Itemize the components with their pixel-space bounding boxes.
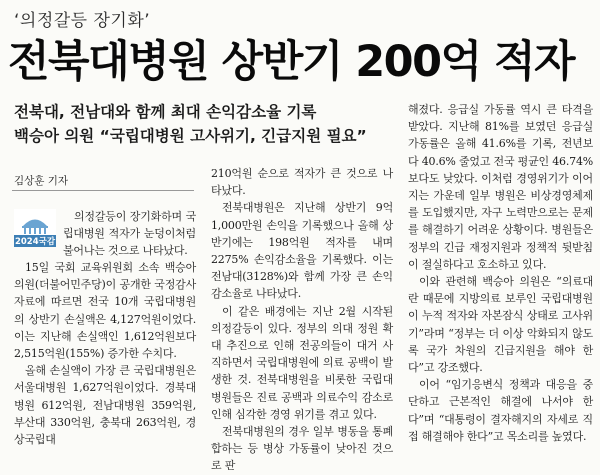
paragraph: 15일 국회 교육위원회 소속 백승아 의원(더불어민주당)이 공개한 국정감사 자료에 따르면 전국 10개 국립대병원의 상반기 손실액은 4,127억원이었다. 이는 지난해 손실액인 1,612억원보다 2,515억원(155%) 증가한 수치다. xyxy=(14,261,196,361)
roof-band xyxy=(22,226,48,228)
column-1-top xyxy=(63,208,196,260)
paragraph: 이어 “임기응변식 정책과 대응을 중단하고 근본적인 해결에 나서야 한다”며 “대통령이 결자해지의 자세로 직접 해결해야 한다”고 목소리를 높였다. xyxy=(408,378,593,443)
paragraph: 의정갈등이 장기화하며 국립대병원 적자가 눈덩이처럼 불어나는 것으로 나타났다. xyxy=(63,210,196,258)
kicker: ‘의정갈등 장기화’ xyxy=(14,11,151,31)
headline: 전북대병원 상반기 200억 적자 xyxy=(8,37,575,87)
column xyxy=(29,228,31,234)
column-3 xyxy=(408,101,593,445)
column-2 xyxy=(211,165,393,475)
column xyxy=(39,228,41,234)
national-assembly-icon xyxy=(14,209,56,247)
column xyxy=(24,228,26,234)
paragraph: 올해 손실액이 가장 큰 국립대병원은 서울대병원 1,627억원이었다. 경북대병원 612억원, 전남대병원 359억원, 부산대 330억원, 충북대 263억원, 경상국립대 xyxy=(14,364,196,447)
subheadline-line: 전북대, 전남대와 함께 최대 손익감소율 기록 xyxy=(14,103,317,121)
paragraph: 해졌다. 응급실 가동률 역시 큰 타격을 받았다. 지난해 81%를 보였던 응급실 가동률은 올해 41.6%를 기록, 전년보다 40.6% 줄었고 전국 평균인 46.74%보다도 낮았다. 이처럼 경영위기가 이어지는 가운데 일부 병원은 비상경영체제를 도입했지만, 자구 노력만으로는 문제를 해결하기 어려운 상황이다. 병원들은 정부의 긴급 재정지원과 정책적 뒷받침이 절실하다고 호소하고 있다. xyxy=(408,103,594,271)
paragraph: 전북대병원의 경우 일부 병동을 통폐합하는 등 병상 가동률이 낮아진 것으로 판 xyxy=(211,425,393,473)
divider xyxy=(12,190,194,191)
subheadline xyxy=(14,100,367,148)
logo-text: 2024국감 xyxy=(14,237,56,247)
byline: 김상훈 기자 xyxy=(14,175,69,187)
audit-logo xyxy=(14,209,56,247)
paragraph: 이 같은 배경에는 지난 2월 시작된 의정갈등이 있다. 정부의 의대 정원 확대 추진으로 인해 전공의들이 대거 사직하면서 국립대병원에 의료 공백이 발생한 것. 전북대병원을 비롯한 국립대병원들은 진료 공백과 의료수익 감소로 인해 심각한 경영 위기를 겪고 있다. xyxy=(211,304,393,421)
column-1 xyxy=(14,259,196,448)
paragraph: 210억원 순으로 적자가 큰 것으로 나타났다. xyxy=(211,167,393,198)
paragraph: 전북대병원은 지난해 상반기 9억1,000만원 손익을 기록했으나 올해 상반기에는 198억원 적자를 내며 2275% 손익감소율을 기록했다. 이는 전남대(3128%)와 함께 가장 큰 손익감소율로 나타났다. xyxy=(211,201,393,301)
column xyxy=(44,228,46,234)
paragraph: 이와 관련해 백승아 의원은 “의료대란 때문에 지방의료 보루인 국립대병원이 누적 적자와 자본잠식 상태로 고사위기”라며 “정부는 더 이상 악화되지 않도록 국가 차원의 긴급지원을 해야 한다”고 강조했다. xyxy=(408,275,593,375)
column xyxy=(34,228,36,234)
subheadline-line: 백승아 의원 “국립대병원 고사위기, 긴급지원 필요” xyxy=(14,127,367,145)
